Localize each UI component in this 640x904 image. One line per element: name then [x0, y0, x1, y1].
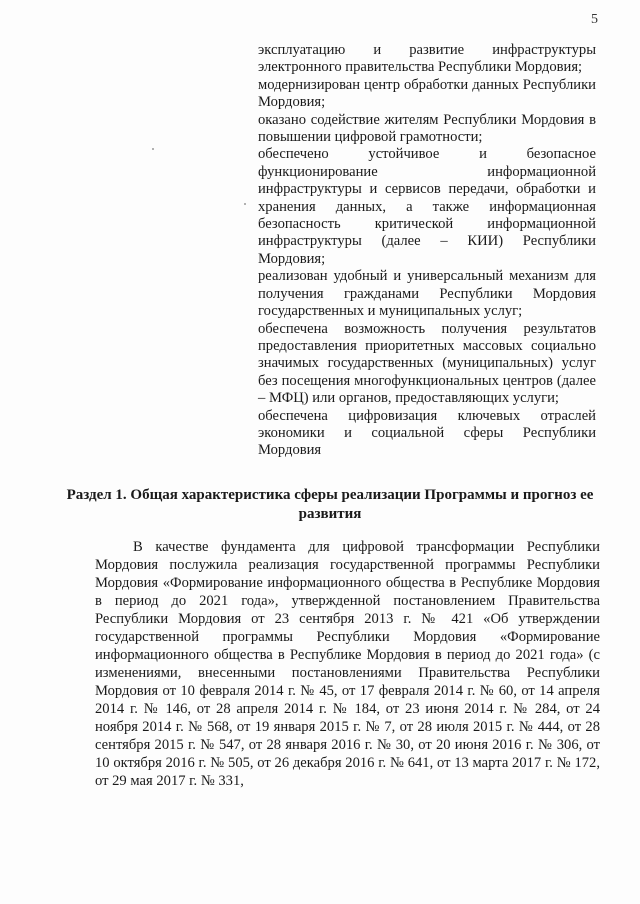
list-item: модернизирован центр обработки данных Республики Мордовия; — [258, 76, 596, 111]
list-item: реализован удобный и универсальный механизм для получения гражданами Республики Мордовия государственных и муниципальных услуг; — [258, 268, 596, 320]
list-item: оказано содействие жителям Республики Мордовия в повышении цифровой грамотности; — [258, 111, 596, 146]
body-paragraph: В качестве фундамента для цифровой трансформации Республики Мордовия послужила реализация государственной программы Республики Мордовия «Формирование информационного общества в Республике Мордовия в период до 2021 года», утвержденной постановлением Правительства Республики Мордовия от 23 сентября 2013 г. № 421 «Об утверждении государственной программы Республики Мордовия «Формирование информационного общества в Республике Мордовия в период до 2021 года» (с изменениями, внесенными постановлениями Правительства Республики Мордовия от 10 февраля 2014 г. № 45, от 17 февраля 2014 г. № 60, от 14 апреля 2014 г. № 146, от 28 апреля 2014 г. № 184, от 23 июня 2014 г. № 284, от 24 ноября 2014 г. № 568, от 19 января 2015 г. № 7, от 28 июля 2015 г. № 444, от 28 сентября 2015 г. № 547, от 28 января 2016 г. № 30, от 20 июня 2016 г. № 306, от 10 октября 2016 г. № 505, от 26 декабря 2016 г. № 641, от 13 марта 2017 г. № 172, от 29 мая 2017 г. № 331, — [95, 539, 600, 789]
section-heading: Раздел 1. Общая характеристика сферы реализации Программы и прогноз ее развития — [66, 487, 594, 522]
scan-speck — [152, 148, 154, 150]
list-item: обеспечена цифровизация ключевых отраслей экономики и социальной сферы Республики Мордовия — [258, 407, 596, 459]
list-item: обеспечена возможность получения результатов предоставления приоритетных массовых социально значимых государственных (муниципальных) услуг без посещения многофункциональных центров (далее – МФЦ) или органов, предоставляющих услуги; — [258, 320, 596, 407]
results-list — [258, 42, 596, 460]
scan-speck — [244, 203, 246, 205]
list-item: эксплуатацию и развитие инфраструктуры электронного правительства Республики Мордовия; — [258, 42, 596, 76]
page-number: 5 — [591, 12, 598, 27]
list-item: обеспечено устойчивое и безопасное функционирование информационной инфраструктуры и сервисов передачи, обработки и хранения данных, а также информационная безопасность критической информационной инфраструктуры (далее – КИИ) Республики Мордовия; — [258, 146, 596, 267]
